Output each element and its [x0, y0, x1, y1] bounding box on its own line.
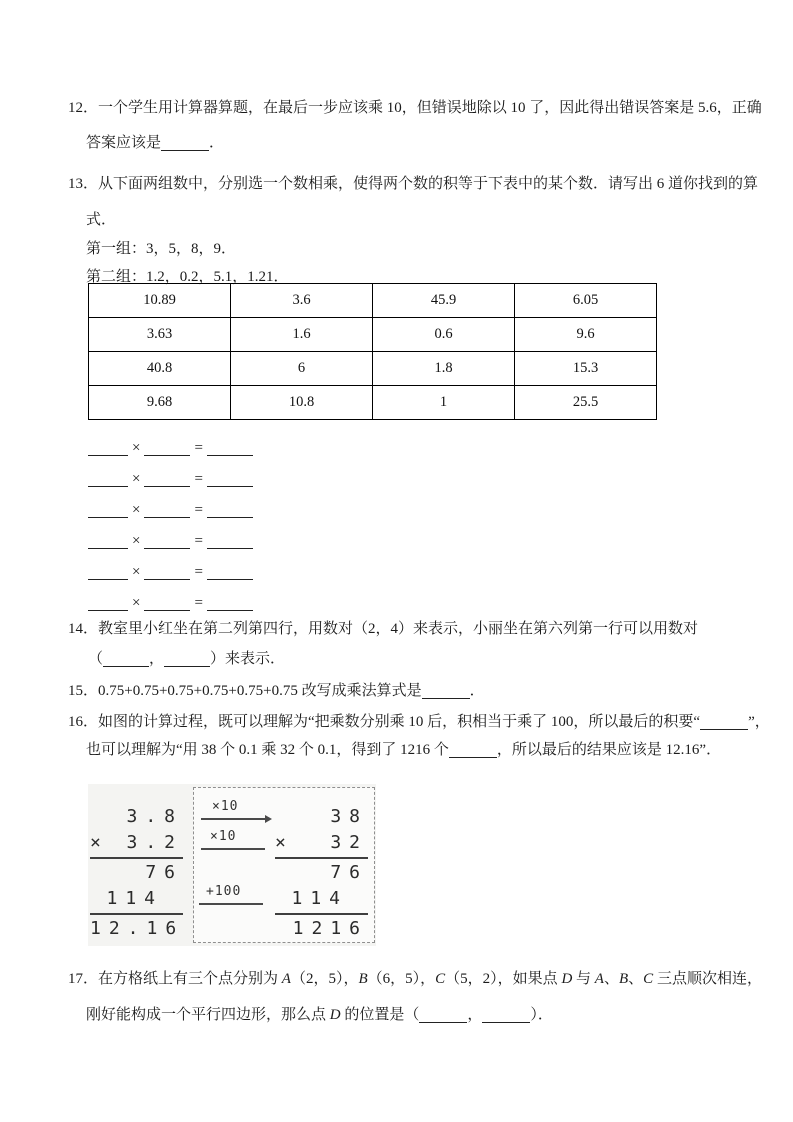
multiplier: 32: [330, 832, 368, 853]
answer-blank: [88, 470, 128, 487]
question-17-line-1: [68, 968, 762, 990]
point-label: B: [358, 971, 368, 987]
multiplier: 3.2: [126, 832, 183, 853]
point-label: C: [435, 971, 446, 987]
question-text: 三点顺次相连，: [653, 971, 762, 987]
period: ．: [209, 135, 225, 151]
question-text: 的位置是（: [340, 1007, 420, 1023]
question-text: 0.75+0.75+0.75+0.75+0.75+0.75 改写成乘法算式是: [98, 683, 422, 699]
group-list: 第二组：1.2，0.2，5.1，1.21．: [86, 269, 289, 285]
table-cell: 3.63: [89, 318, 231, 352]
multiply-sign: ×: [132, 564, 141, 580]
multiplicand: 38: [330, 806, 368, 827]
question-text: ”，: [748, 714, 770, 730]
answer-blank: [88, 594, 128, 611]
table-cell: 9.68: [89, 386, 231, 420]
question-14-line-2: [88, 648, 285, 670]
arrowhead-icon: [265, 815, 272, 823]
question-16-line-2: [86, 739, 721, 761]
multiply-sign: ×: [90, 832, 101, 853]
table-cell: 6.05: [515, 284, 657, 318]
equals-sign: =: [194, 564, 203, 580]
point-label: D: [329, 1007, 341, 1023]
answer-blank: [103, 650, 149, 667]
multiply-sign: ×: [275, 832, 286, 853]
answer-blank: [164, 650, 210, 667]
answer-blank: [144, 439, 190, 456]
product: 12.16: [90, 918, 185, 939]
question-text: 也可以理解为“用 38 个 0.1 乘 32 个 0.1，得到了 1216 个: [86, 742, 449, 758]
equation-blank-row: [88, 561, 253, 583]
times-10-arrow: [201, 848, 265, 850]
times-10-arrow: [201, 818, 265, 820]
table-cell: 1.8: [373, 352, 515, 386]
scale-100-label: +100: [206, 884, 242, 899]
point-label: A: [281, 971, 291, 987]
table-cell: 6: [231, 352, 373, 386]
partial-product-2: 114: [291, 888, 348, 909]
table-cell: 25.5: [515, 386, 657, 420]
answer-blank: [144, 470, 190, 487]
equation-blank-row: [88, 437, 253, 459]
table-row: [89, 386, 657, 420]
answer-blank: [88, 501, 128, 518]
question-number: 17．: [68, 971, 99, 987]
multiplication-figure: [88, 784, 376, 946]
answer-blank: [88, 532, 128, 549]
rule-line: [275, 857, 368, 859]
table-cell: 1.6: [231, 318, 373, 352]
answer-blank: [144, 532, 190, 549]
answer-blank: [207, 594, 253, 611]
question-17-line-2: [86, 1004, 553, 1026]
question-text: 从下面两组数中，分别选一个数相乘，使得两个数的积等于下表中的某个数．请写出 6 道你找到的算: [98, 176, 759, 192]
table-cell: 10.8: [231, 386, 373, 420]
equation-blank-row: [88, 499, 253, 521]
point-label: D: [561, 971, 573, 987]
answer-blank: [161, 134, 209, 151]
question-text: 、: [603, 971, 619, 987]
answer-blank: [422, 682, 470, 699]
question-text: 教室里小红坐在第二列第四行，用数对（2，4）来表示，小丽坐在第六列第一行可以用数对: [98, 621, 699, 637]
times-10-label: ×10: [212, 799, 239, 814]
comma: ，: [467, 1007, 483, 1023]
close-paren: ）．: [530, 1007, 553, 1023]
scale-100-arrow: [199, 903, 263, 905]
coordinates: （2，5），: [290, 971, 359, 987]
product: 1216: [292, 918, 368, 939]
answer-blank: [482, 1006, 530, 1023]
coordinates: （5，2），如果点: [445, 971, 562, 987]
question-13-group-1: [86, 238, 236, 260]
coordinates: （6，5），: [367, 971, 436, 987]
table-cell: 9.6: [515, 318, 657, 352]
table-row: [89, 284, 657, 318]
table-cell: 1: [373, 386, 515, 420]
partial-product-1: 76: [145, 862, 183, 883]
table-cell: 15.3: [515, 352, 657, 386]
table-row: [89, 352, 657, 386]
question-13-line-2: [86, 209, 116, 231]
rule-line: [90, 913, 183, 915]
times-10-label: ×10: [210, 829, 237, 844]
point-label: B: [618, 971, 629, 987]
question-15-line-1: [68, 680, 485, 702]
question-text: 答案应该是: [86, 135, 162, 151]
question-number: 13．: [68, 176, 99, 192]
rule-line: [275, 913, 368, 915]
equals-sign: =: [194, 471, 203, 487]
multiply-sign: ×: [132, 502, 141, 518]
question-12-line-1: [68, 97, 762, 119]
point-label: C: [643, 971, 654, 987]
question-number: 16．: [68, 714, 99, 730]
question-text: 、: [628, 971, 644, 987]
table-cell: 45.9: [373, 284, 515, 318]
comma: ，: [149, 651, 165, 667]
table-cell: 0.6: [373, 318, 515, 352]
multiplicand: 3.8: [126, 806, 183, 827]
multiplier-row: [90, 830, 183, 856]
equation-blank-row: [88, 592, 253, 614]
answer-blank: [207, 439, 253, 456]
partial-product-1: 76: [330, 862, 368, 883]
answer-blank: [88, 563, 128, 580]
answer-blank: [700, 713, 748, 730]
answer-blank: [207, 470, 253, 487]
question-number: 15．: [68, 683, 99, 699]
decimal-multiplication: [90, 804, 183, 942]
question-text: ，所以最后的结果应该是 12.16”．: [496, 742, 722, 758]
table-cell: 10.89: [89, 284, 231, 318]
answer-blank: [144, 563, 190, 580]
multiplier-row: [275, 830, 368, 856]
multiply-sign: ×: [132, 440, 141, 456]
equals-sign: =: [194, 502, 203, 518]
question-text: 式．: [86, 212, 117, 228]
equals-sign: =: [194, 440, 203, 456]
answer-blank: [207, 501, 253, 518]
question-16-line-1: [68, 711, 770, 733]
answer-blank: [144, 501, 190, 518]
table-cell: 40.8: [89, 352, 231, 386]
open-paren: （: [88, 651, 104, 667]
question-text: 如图的计算过程，既可以理解为“把乘数分别乘 10 后，积相当于乘了 100，所以最后的积要“: [98, 714, 701, 730]
question-text: 一个学生用计算器算题，在最后一步应该乘 10，但错误地除以 10 了，因此得出错误答案是 5.6，正确: [98, 100, 762, 116]
group-list: 第一组：3，5，8，9．: [86, 241, 237, 257]
answer-blank: [449, 741, 497, 758]
question-13-line-1: [68, 173, 758, 195]
multiply-sign: ×: [132, 595, 141, 611]
multiply-sign: ×: [132, 471, 141, 487]
question-number: 12．: [68, 100, 99, 116]
rule-line: [90, 857, 183, 859]
equals-sign: =: [194, 595, 203, 611]
equation-blank-row: [88, 468, 253, 490]
question-text: 刚好能构成一个平行四边形，那么点: [86, 1007, 330, 1023]
question-text: 与: [572, 971, 595, 987]
question-14-line-1: [68, 618, 698, 640]
integer-multiplication: [275, 804, 368, 942]
close-paren: ）来表示．: [210, 651, 286, 667]
partial-product-2: 114: [106, 888, 163, 909]
question-number: 14．: [68, 621, 99, 637]
multiply-sign: ×: [132, 533, 141, 549]
answer-blank: [88, 439, 128, 456]
answer-blank: [144, 594, 190, 611]
table-row: [89, 318, 657, 352]
point-label: A: [594, 971, 604, 987]
equals-sign: =: [194, 533, 203, 549]
table-cell: 3.6: [231, 284, 373, 318]
answer-blank: [419, 1006, 467, 1023]
question-text: 在方格纸上有三个点分别为: [98, 971, 282, 987]
period: ．: [469, 683, 485, 699]
equation-blank-row: [88, 530, 253, 552]
number-table: [88, 283, 657, 420]
answer-blank: [207, 532, 253, 549]
answer-blank: [207, 563, 253, 580]
question-12-line-2: [86, 132, 224, 154]
